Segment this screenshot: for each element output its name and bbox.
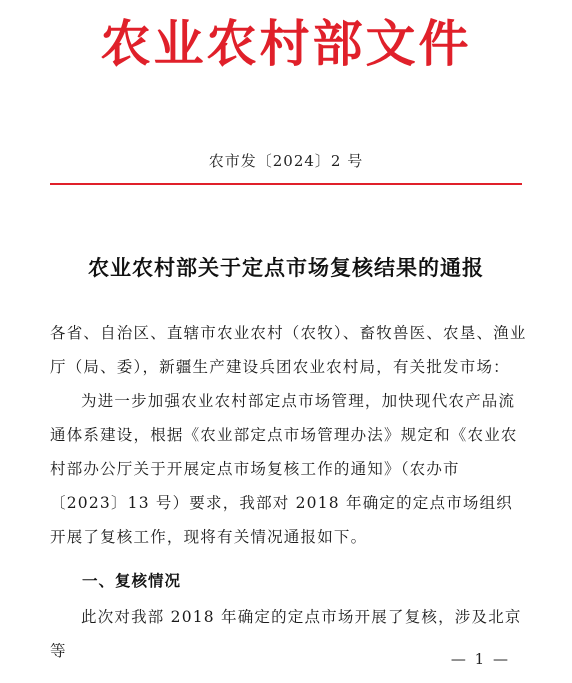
document-title: 农业农村部关于定点市场复核结果的通报 [88,255,484,280]
body-paragraph-1: 为进一步加强农业农村部定点市场管理，加快现代农产品流通体系建设，根据《农业部定点市场管理办法》规定和《农业农村部办公厅关于开展定点市场复核工作的通知》（农办市〔2023〕13 号）要求，我部对 2018 年确定的定点市场组织开展了复核工作，现将有关情况通报如下。 [50,392,518,546]
document-number: 农市发〔2024〕2 号 [208,152,364,170]
body-paragraph-2: 此次对我部 2018 年确定的定点市场开展了复核，涉及北京等 [50,608,522,660]
masthead-title: 农业农村部文件 [100,14,472,73]
red-divider-line [50,183,522,185]
addressee-paragraph: 各省、自治区、直辖市农业农村（农牧）、畜牧兽医、农垦、渔业厅（局、委），新疆生产建设兵团农业农村局，有关批发市场： [50,324,527,376]
page-number: — 1 — [450,650,510,668]
section-heading-review-status: 一、复核情况 [82,572,182,590]
